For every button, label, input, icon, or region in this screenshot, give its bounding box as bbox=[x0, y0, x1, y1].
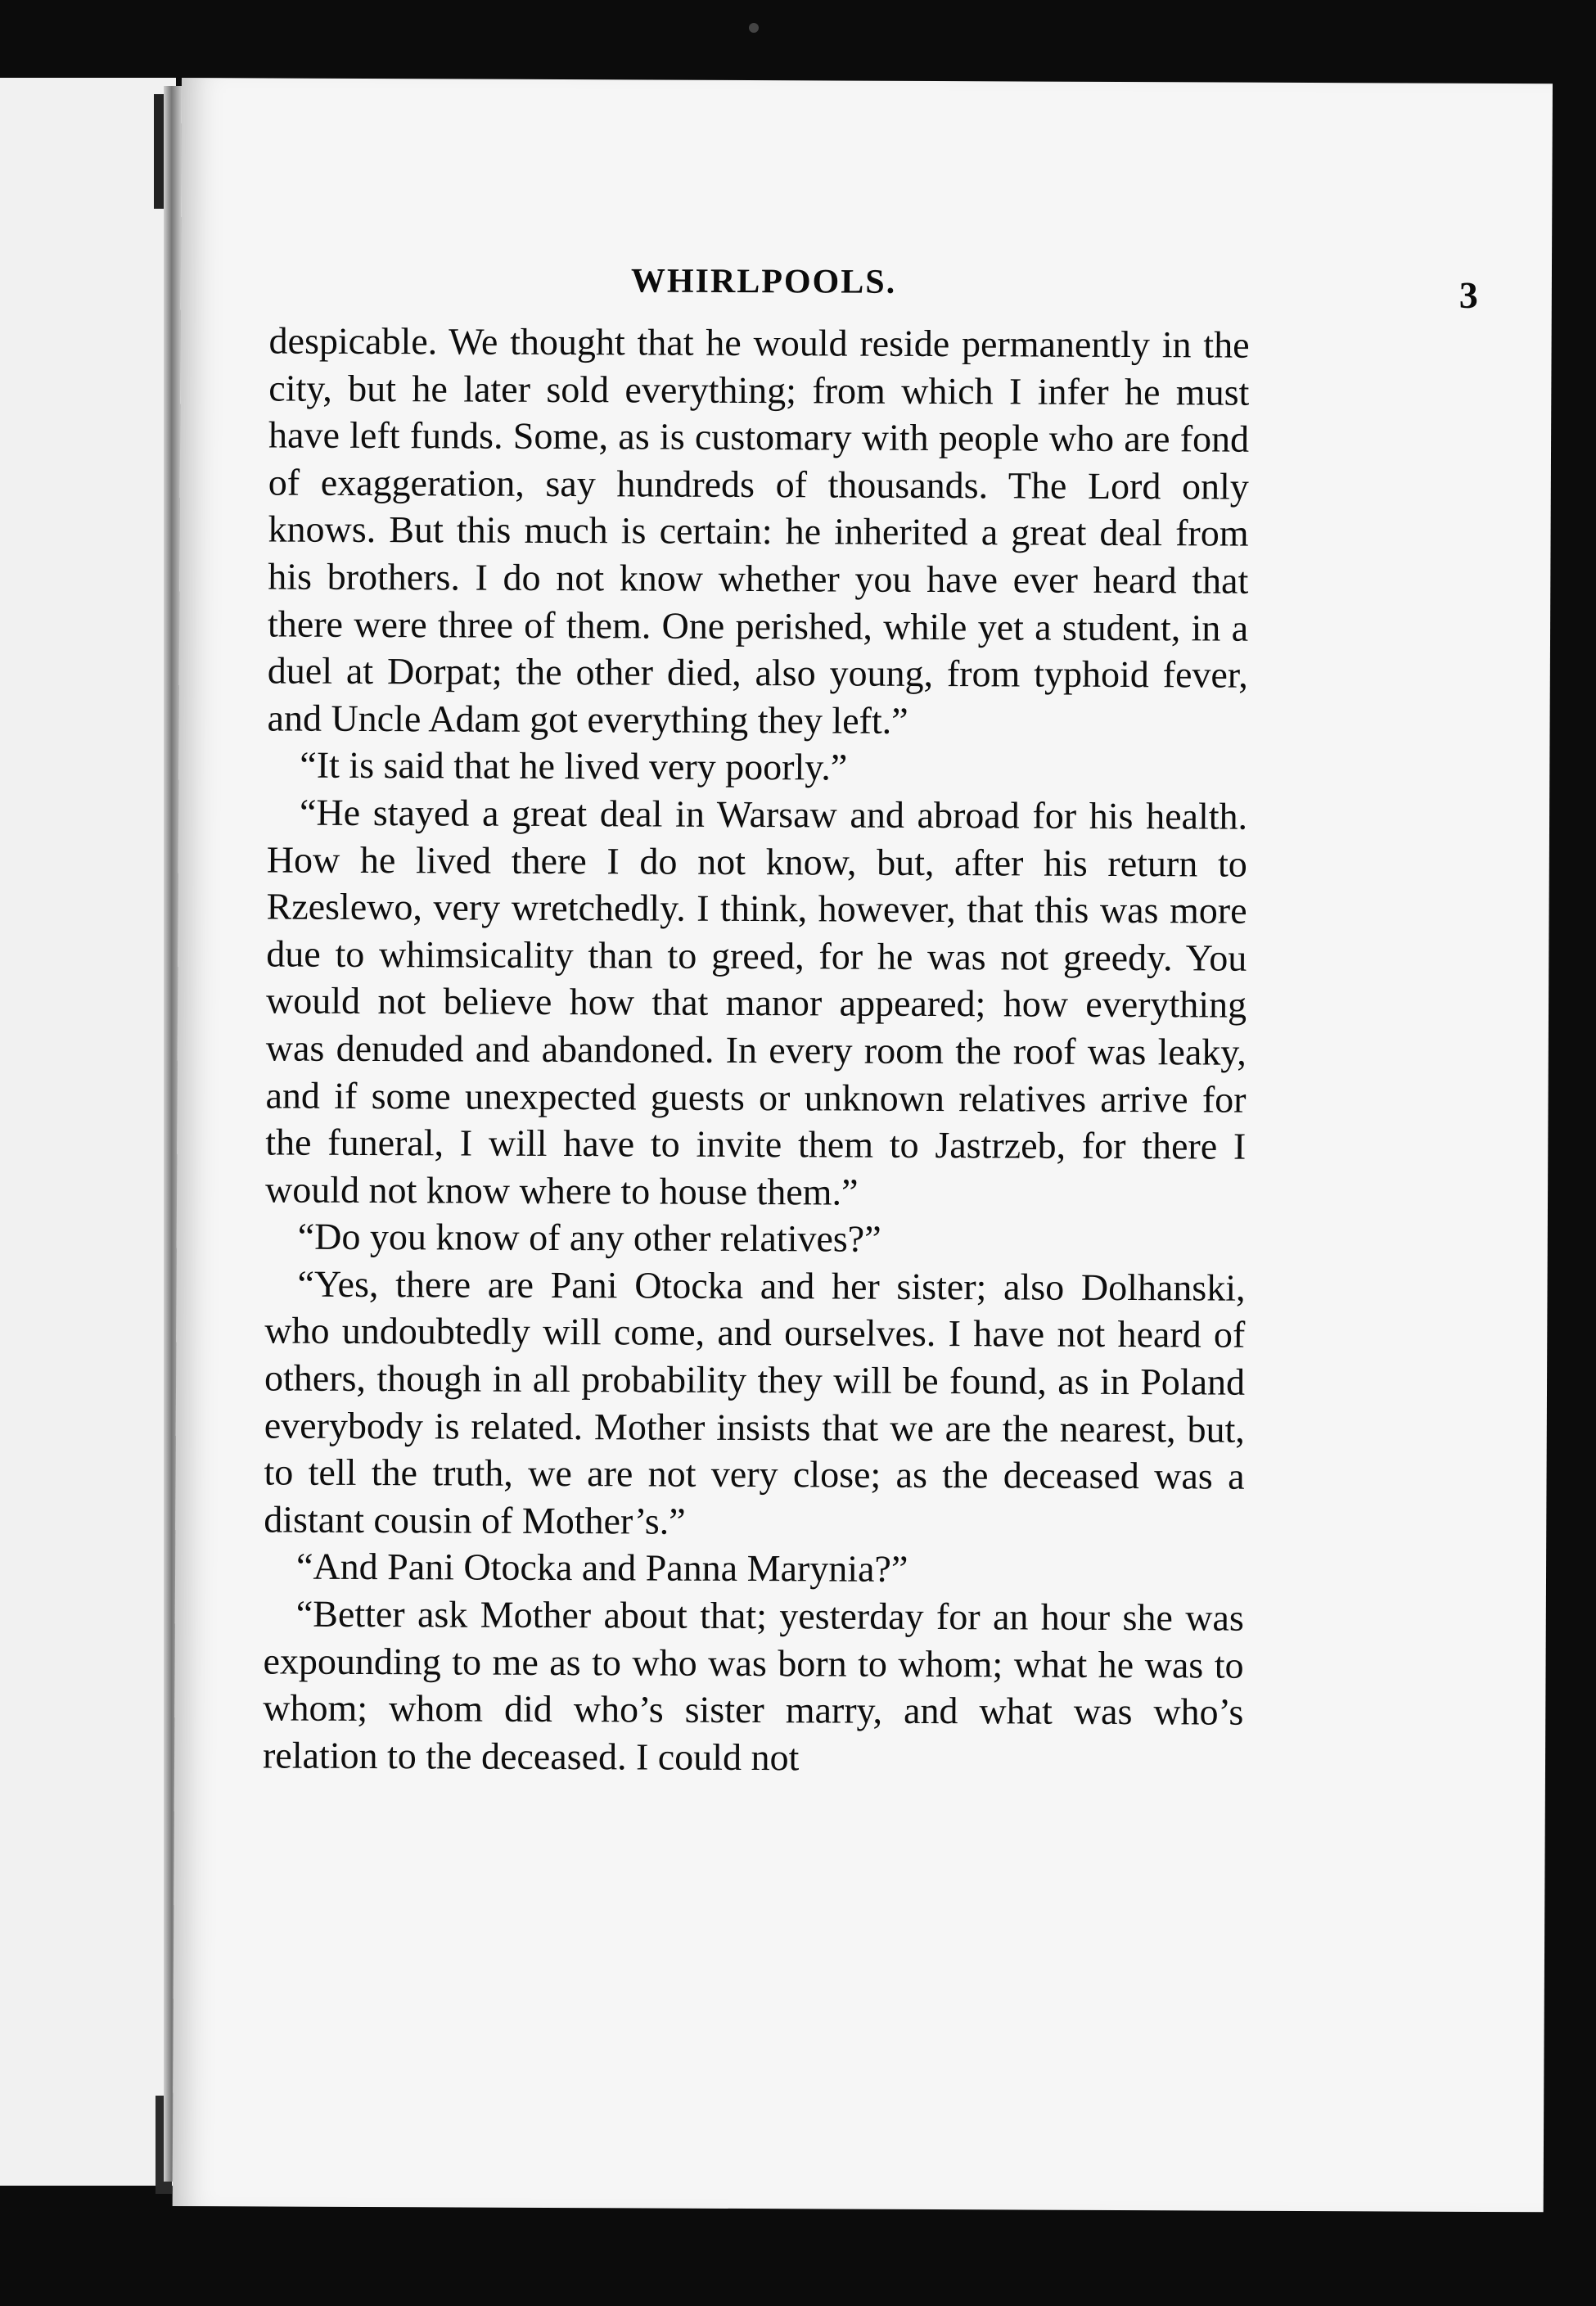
body-text bbox=[263, 317, 1250, 1783]
book-page bbox=[173, 78, 1553, 2212]
paragraph: “It is said that he lived very poorly.” bbox=[300, 743, 848, 788]
paragraph: “Yes, there are Pani Otocka and her sister; also Dolhanski, who undoubtedly will come, and ourselves. I have not heard of others, though in all probability they will be found, as in Poland everybody is related. Mother insists that we are the nearest, but, to tell the truth, we are not very close; as the deceased was a distant cousin of Mother’s.” bbox=[264, 1262, 1246, 1542]
paragraph: “Better ask Mother about that; yesterday for an hour she was expounding to me as to who was born to whom; what he was to whom; whom did who’s sister marry, and what was who’s relation to the deceased. I could not bbox=[262, 1592, 1244, 1779]
paragraph: despicable. We thought that he would reside permanently in the city, but he later sold everything; from which I infer he must have left funds. Some, as is customary with people who are fond of exaggeration, say hundreds of thousands. The Lord only knows. But this much is certain: he inherited a great deal from his brothers. I do not know whether you have ever heard that there were three of them. One perished, while yet a student, in a duel at Dorpat; the other died, also young, from typhoid fever, and Uncle Adam got everything they left.” bbox=[267, 319, 1250, 742]
paragraph: “He stayed a great deal in Warsaw and abroad for his health. How he lived there I do not know, but, after his return to Rzeslewo, very wretchedly. I think, however, that this was more due to whimsicality than to greed, for he was not greedy. You would not believe how that manor appeared; how everything was denuded and abandoned. In every room the roof was leaky, and if some unexpected guests or unknown relatives arrive for the funeral, I will have to invite them to Jastrzeb, for there I would not know where to house them.” bbox=[264, 791, 1248, 1213]
left-page-edge bbox=[0, 78, 176, 2186]
running-head: WHIRLPOOLS. bbox=[630, 262, 897, 301]
paragraph: “Do you know of any other relatives?” bbox=[297, 1215, 881, 1261]
page-number: 3 bbox=[1458, 273, 1478, 316]
paragraph: “And Pani Otocka and Panna Marynia?” bbox=[295, 1546, 908, 1591]
scan-speck bbox=[749, 23, 759, 33]
